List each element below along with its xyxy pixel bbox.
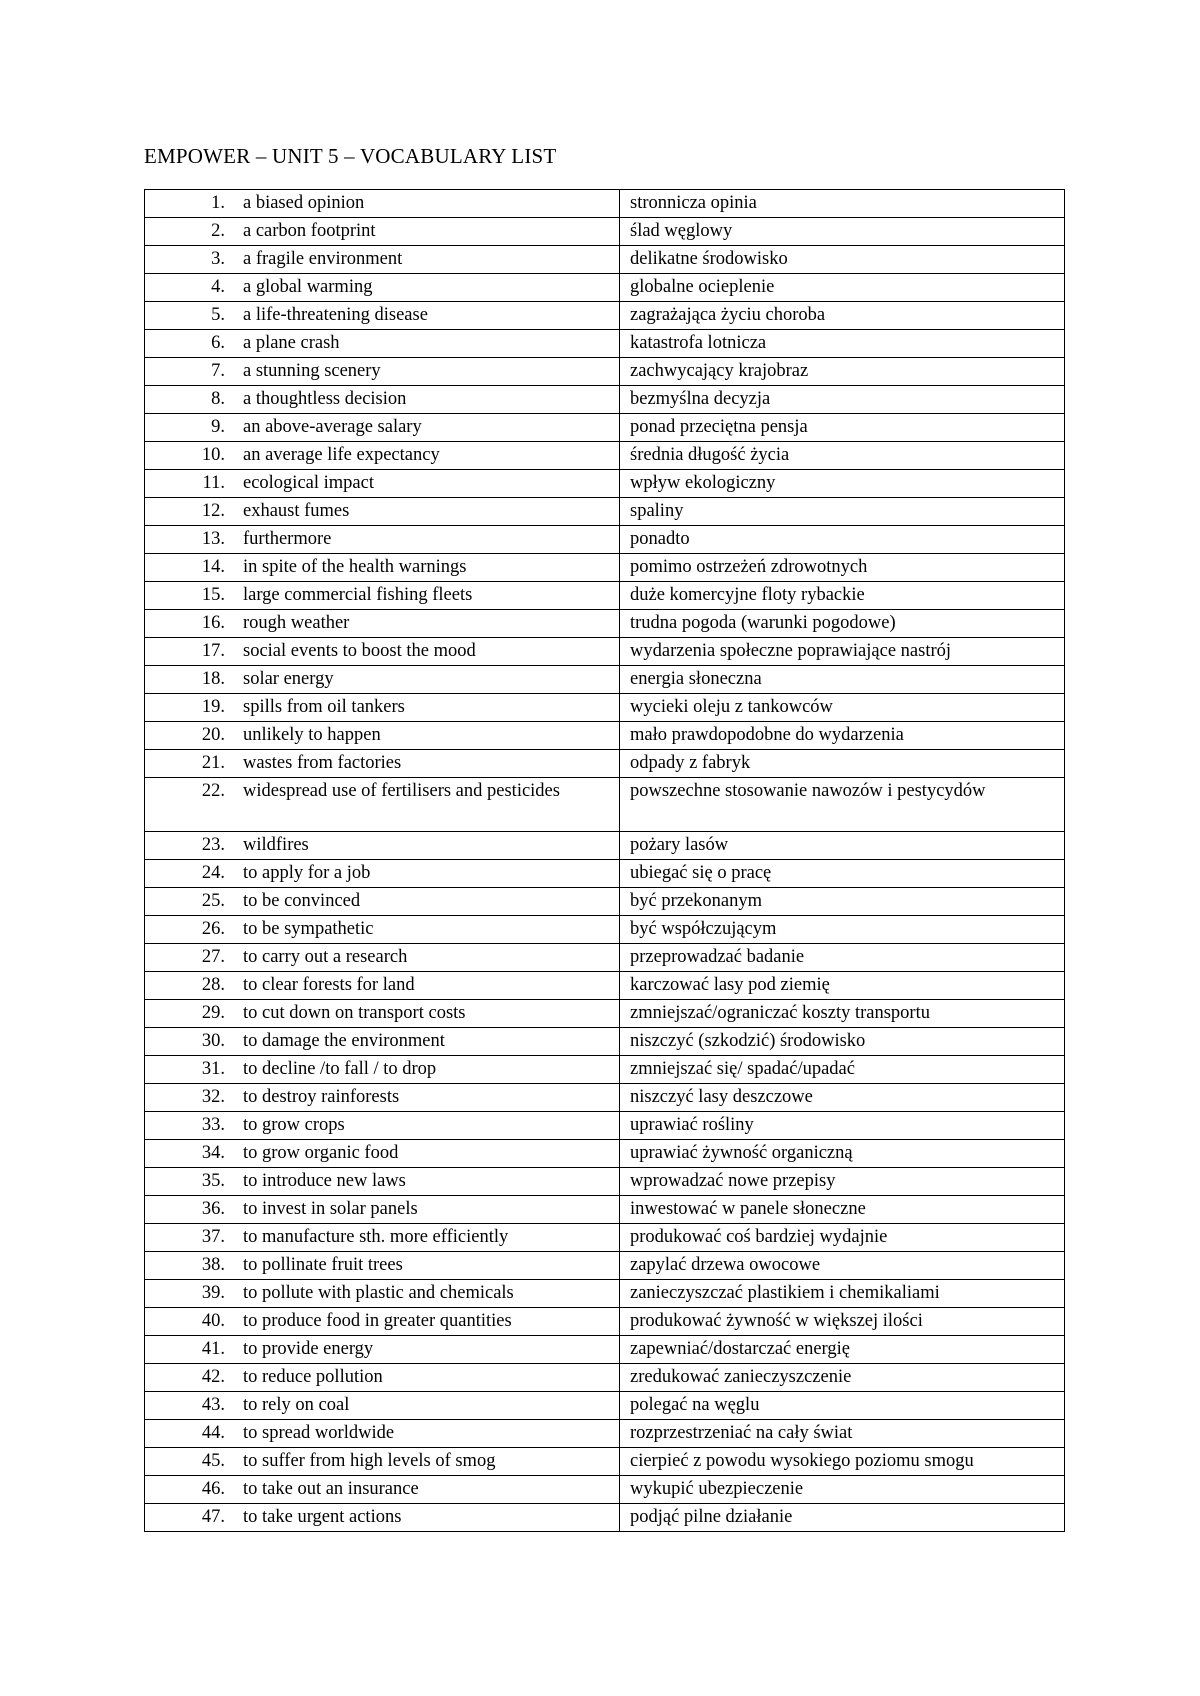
- english-term-wrapper: [145, 1280, 619, 1306]
- english-term: to carry out a research: [243, 947, 408, 967]
- english-term-cell: [145, 1420, 620, 1448]
- item-number: 10.: [201, 445, 225, 465]
- english-term-wrapper: [145, 1420, 619, 1446]
- polish-translation: spaliny: [620, 498, 1065, 526]
- table-row: [145, 1112, 1065, 1140]
- polish-translation: produkować żywność w większej ilości: [620, 1308, 1065, 1336]
- table-row: [145, 1000, 1065, 1028]
- english-term-wrapper: [145, 386, 619, 412]
- english-term: to provide energy: [243, 1339, 374, 1359]
- english-term-wrapper: [145, 246, 619, 272]
- english-term: wildfires: [243, 835, 309, 855]
- item-number: 41.: [201, 1339, 225, 1359]
- english-term: to damage the environment: [243, 1031, 445, 1051]
- item-number: 8.: [211, 389, 225, 409]
- item-number: 22.: [201, 781, 225, 801]
- item-number: 2.: [211, 221, 225, 241]
- english-term: in spite of the health warnings: [243, 557, 467, 577]
- item-number: 39.: [201, 1283, 225, 1303]
- english-term-wrapper: [145, 1140, 619, 1166]
- table-row: [145, 1280, 1065, 1308]
- english-term-cell: [145, 246, 620, 274]
- english-term: to suffer from high levels of smog: [243, 1451, 496, 1471]
- english-term-cell: [145, 386, 620, 414]
- vocabulary-table: [144, 189, 1065, 1532]
- item-number: 29.: [201, 1003, 225, 1023]
- english-term-wrapper: [145, 358, 619, 384]
- item-number: 23.: [201, 835, 225, 855]
- english-term-cell: [145, 526, 620, 554]
- english-term: widespread use of fertilisers and pesticides: [243, 781, 560, 801]
- table-row: [145, 832, 1065, 860]
- english-term: to pollinate fruit trees: [243, 1255, 403, 1275]
- english-term-wrapper: [145, 1224, 619, 1250]
- english-term-wrapper: [145, 1504, 619, 1530]
- english-term-wrapper: [145, 1112, 619, 1138]
- english-term-wrapper: [145, 750, 619, 776]
- table-row: [145, 610, 1065, 638]
- table-row: [145, 1252, 1065, 1280]
- english-term: spills from oil tankers: [243, 697, 405, 717]
- polish-translation: niszczyć (szkodzić) środowisko: [620, 1028, 1065, 1056]
- english-term-cell: [145, 498, 620, 526]
- english-term-cell: [145, 1196, 620, 1224]
- english-term: ecological impact: [243, 473, 374, 493]
- table-row: [145, 1336, 1065, 1364]
- item-number: 17.: [201, 641, 225, 661]
- polish-translation: wprowadzać nowe przepisy: [620, 1168, 1065, 1196]
- english-term: rough weather: [243, 613, 350, 633]
- english-term-cell: [145, 554, 620, 582]
- english-term-cell: [145, 1112, 620, 1140]
- table-row: [145, 972, 1065, 1000]
- english-term-cell: [145, 1168, 620, 1196]
- polish-translation: delikatne środowisko: [620, 246, 1065, 274]
- item-number: 21.: [201, 753, 225, 773]
- polish-translation: ponadto: [620, 526, 1065, 554]
- english-term-wrapper: [145, 1448, 619, 1474]
- table-row: [145, 470, 1065, 498]
- item-number: 38.: [201, 1255, 225, 1275]
- english-term: wastes from factories: [243, 753, 402, 773]
- english-term-wrapper: [145, 554, 619, 580]
- english-term: to rely on coal: [243, 1395, 350, 1415]
- polish-translation: duże komercyjne floty rybackie: [620, 582, 1065, 610]
- item-number: 27.: [201, 947, 225, 967]
- table-row: [145, 1504, 1065, 1532]
- english-term-wrapper: [145, 1084, 619, 1110]
- table-row: [145, 190, 1065, 218]
- polish-translation: katastrofa lotnicza: [620, 330, 1065, 358]
- english-term-cell: [145, 1308, 620, 1336]
- english-term-cell: [145, 666, 620, 694]
- polish-translation: karczować lasy pod ziemię: [620, 972, 1065, 1000]
- english-term-wrapper: [145, 1336, 619, 1362]
- polish-translation: pożary lasów: [620, 832, 1065, 860]
- english-term: an above-average salary: [243, 417, 422, 437]
- table-row: [145, 442, 1065, 470]
- item-number: 24.: [201, 863, 225, 883]
- table-row: [145, 778, 1065, 832]
- english-term-wrapper: [145, 470, 619, 496]
- english-term-cell: [145, 1448, 620, 1476]
- english-term: to take urgent actions: [243, 1507, 402, 1527]
- english-term-wrapper: [145, 1252, 619, 1278]
- polish-translation: średnia długość życia: [620, 442, 1065, 470]
- english-term-wrapper: [145, 1476, 619, 1502]
- item-number: 18.: [201, 669, 225, 689]
- item-number: 36.: [201, 1199, 225, 1219]
- table-row: [145, 1140, 1065, 1168]
- english-term-cell: [145, 302, 620, 330]
- polish-translation: być współczującym: [620, 916, 1065, 944]
- table-row: [145, 944, 1065, 972]
- polish-translation: cierpieć z powodu wysokiego poziomu smogu: [620, 1448, 1065, 1476]
- english-term-wrapper: [145, 1000, 619, 1026]
- table-row: [145, 582, 1065, 610]
- english-term-wrapper: [145, 330, 619, 356]
- item-number: 12.: [201, 501, 225, 521]
- english-term: to introduce new laws: [243, 1171, 406, 1191]
- item-number: 9.: [211, 417, 225, 437]
- polish-translation: zagrażająca życiu choroba: [620, 302, 1065, 330]
- english-term-wrapper: [145, 832, 619, 858]
- english-term-cell: [145, 916, 620, 944]
- english-term-cell: [145, 860, 620, 888]
- english-term: to apply for a job: [243, 863, 371, 883]
- english-term-wrapper: [145, 274, 619, 300]
- table-row: [145, 638, 1065, 666]
- english-term-cell: [145, 722, 620, 750]
- item-number: 5.: [211, 305, 225, 325]
- table-row: [145, 1224, 1065, 1252]
- english-term-wrapper: [145, 1364, 619, 1390]
- english-term-cell: [145, 274, 620, 302]
- table-row: [145, 888, 1065, 916]
- english-term-cell: [145, 638, 620, 666]
- english-term-wrapper: [145, 888, 619, 914]
- english-term-cell: [145, 330, 620, 358]
- table-row: [145, 386, 1065, 414]
- english-term: to produce food in greater quantities: [243, 1311, 512, 1331]
- polish-translation: polegać na węglu: [620, 1392, 1065, 1420]
- item-number: 6.: [211, 333, 225, 353]
- english-term: to destroy rainforests: [243, 1087, 400, 1107]
- item-number: 32.: [201, 1087, 225, 1107]
- english-term: to pollute with plastic and chemicals: [243, 1283, 514, 1303]
- polish-translation: ponad przeciętna pensja: [620, 414, 1065, 442]
- english-term-wrapper: [145, 610, 619, 636]
- item-number: 20.: [201, 725, 225, 745]
- polish-translation: zapewniać/dostarczać energię: [620, 1336, 1065, 1364]
- item-number: 28.: [201, 975, 225, 995]
- english-term-cell: [145, 218, 620, 246]
- vocabulary-table-body: [145, 190, 1065, 1532]
- english-term-wrapper: [145, 694, 619, 720]
- english-term: large commercial fishing fleets: [243, 585, 473, 605]
- item-number: 3.: [211, 249, 225, 269]
- polish-translation: uprawiać żywność organiczną: [620, 1140, 1065, 1168]
- item-number: 25.: [201, 891, 225, 911]
- english-term-cell: [145, 832, 620, 860]
- english-term-wrapper: [145, 722, 619, 748]
- table-row: [145, 666, 1065, 694]
- english-term-wrapper: [145, 944, 619, 970]
- item-number: 31.: [201, 1059, 225, 1079]
- english-term-cell: [145, 888, 620, 916]
- english-term-cell: [145, 750, 620, 778]
- english-term-cell: [145, 442, 620, 470]
- english-term: a thoughtless decision: [243, 389, 407, 409]
- polish-translation: być przekonanym: [620, 888, 1065, 916]
- table-row: [145, 860, 1065, 888]
- table-row: [145, 358, 1065, 386]
- item-number: 13.: [201, 529, 225, 549]
- english-term: to decline /to fall / to drop: [243, 1059, 437, 1079]
- english-term-cell: [145, 1392, 620, 1420]
- item-number: 1.: [211, 193, 225, 213]
- polish-translation: uprawiać rośliny: [620, 1112, 1065, 1140]
- english-term-cell: [145, 470, 620, 498]
- item-number: 14.: [201, 557, 225, 577]
- polish-translation: zanieczyszczać plastikiem i chemikaliami: [620, 1280, 1065, 1308]
- polish-translation: produkować coś bardziej wydajnie: [620, 1224, 1065, 1252]
- polish-translation: zmniejszać się/ spadać/upadać: [620, 1056, 1065, 1084]
- english-term-cell: [145, 778, 620, 832]
- english-term: to be convinced: [243, 891, 361, 911]
- english-term-cell: [145, 1028, 620, 1056]
- english-term-cell: [145, 972, 620, 1000]
- table-row: [145, 1308, 1065, 1336]
- english-term-cell: [145, 190, 620, 218]
- item-number: 30.: [201, 1031, 225, 1051]
- table-row: [145, 722, 1065, 750]
- table-row: [145, 330, 1065, 358]
- english-term: exhaust fumes: [243, 501, 350, 521]
- english-term: unlikely to happen: [243, 725, 381, 745]
- table-row: [145, 750, 1065, 778]
- table-row: [145, 302, 1065, 330]
- table-row: [145, 1056, 1065, 1084]
- english-term-wrapper: [145, 860, 619, 886]
- table-row: [145, 274, 1065, 302]
- english-term: to manufacture sth. more efficiently: [243, 1227, 509, 1247]
- english-term-wrapper: [145, 638, 619, 664]
- english-term-cell: [145, 1224, 620, 1252]
- item-number: 43.: [201, 1395, 225, 1415]
- english-term-cell: [145, 1476, 620, 1504]
- english-term: to reduce pollution: [243, 1367, 383, 1387]
- polish-translation: rozprzestrzeniać na cały świat: [620, 1420, 1065, 1448]
- english-term: a plane crash: [243, 333, 340, 353]
- item-number: 19.: [201, 697, 225, 717]
- english-term-wrapper: [145, 1392, 619, 1418]
- english-term: a life-threatening disease: [243, 305, 428, 325]
- english-term-wrapper: [145, 442, 619, 468]
- table-row: [145, 246, 1065, 274]
- english-term-wrapper: [145, 1028, 619, 1054]
- english-term: a stunning scenery: [243, 361, 381, 381]
- english-term-wrapper: [145, 498, 619, 524]
- item-number: 37.: [201, 1227, 225, 1247]
- table-row: [145, 916, 1065, 944]
- polish-translation: mało prawdopodobne do wydarzenia: [620, 722, 1065, 750]
- table-row: [145, 554, 1065, 582]
- item-number: 35.: [201, 1171, 225, 1191]
- english-term-wrapper: [145, 218, 619, 244]
- item-number: 7.: [211, 361, 225, 381]
- polish-translation: stronnicza opinia: [620, 190, 1065, 218]
- polish-translation: przeprowadzać badanie: [620, 944, 1065, 972]
- english-term: to clear forests for land: [243, 975, 415, 995]
- english-term-cell: [145, 610, 620, 638]
- english-term: a global warming: [243, 277, 373, 297]
- polish-translation: pomimo ostrzeżeń zdrowotnych: [620, 554, 1065, 582]
- polish-translation: wycieki oleju z tankowców: [620, 694, 1065, 722]
- english-term-cell: [145, 582, 620, 610]
- item-number: 46.: [201, 1479, 225, 1499]
- english-term: to grow organic food: [243, 1143, 399, 1163]
- english-term: solar energy: [243, 669, 334, 689]
- table-row: [145, 414, 1065, 442]
- english-term-cell: [145, 694, 620, 722]
- polish-translation: wykupić ubezpieczenie: [620, 1476, 1065, 1504]
- english-term: to cut down on transport costs: [243, 1003, 466, 1023]
- english-term: to take out an insurance: [243, 1479, 419, 1499]
- page-title: EMPOWER – UNIT 5 – VOCABULARY LIST: [144, 144, 557, 168]
- english-term-cell: [145, 1056, 620, 1084]
- item-number: 11.: [202, 473, 225, 493]
- english-term-cell: [145, 1140, 620, 1168]
- polish-translation: wydarzenia społeczne poprawiające nastrój: [620, 638, 1065, 666]
- polish-translation: zachwycający krajobraz: [620, 358, 1065, 386]
- english-term: a carbon footprint: [243, 221, 376, 241]
- polish-translation: wpływ ekologiczny: [620, 470, 1065, 498]
- english-term-cell: [145, 414, 620, 442]
- table-row: [145, 526, 1065, 554]
- english-term: to spread worldwide: [243, 1423, 395, 1443]
- item-number: 15.: [201, 585, 225, 605]
- table-row: [145, 1476, 1065, 1504]
- polish-translation: inwestować w panele słoneczne: [620, 1196, 1065, 1224]
- item-number: 40.: [201, 1311, 225, 1331]
- item-number: 4.: [211, 277, 225, 297]
- item-number: 45.: [201, 1451, 225, 1471]
- english-term-wrapper: [145, 972, 619, 998]
- table-row: [145, 1392, 1065, 1420]
- table-row: [145, 1028, 1065, 1056]
- english-term-wrapper: [145, 916, 619, 942]
- english-term: social events to boost the mood: [243, 641, 476, 661]
- polish-translation: odpady z fabryk: [620, 750, 1065, 778]
- item-number: 16.: [201, 613, 225, 633]
- table-row: [145, 218, 1065, 246]
- english-term-cell: [145, 1252, 620, 1280]
- english-term-cell: [145, 358, 620, 386]
- english-term-wrapper: [145, 190, 619, 216]
- english-term: to invest in solar panels: [243, 1199, 418, 1219]
- polish-translation: zmniejszać/ograniczać koszty transportu: [620, 1000, 1065, 1028]
- polish-translation: energia słoneczna: [620, 666, 1065, 694]
- polish-translation: podjąć pilne działanie: [620, 1504, 1065, 1532]
- polish-translation: trudna pogoda (warunki pogodowe): [620, 610, 1065, 638]
- english-term: furthermore: [243, 529, 332, 549]
- english-term-cell: [145, 1364, 620, 1392]
- english-term-wrapper: [145, 778, 619, 804]
- polish-translation: zapylać drzewa owocowe: [620, 1252, 1065, 1280]
- table-row: [145, 1196, 1065, 1224]
- table-row: [145, 1084, 1065, 1112]
- english-term-cell: [145, 1084, 620, 1112]
- polish-translation: bezmyślna decyzja: [620, 386, 1065, 414]
- polish-translation: globalne ocieplenie: [620, 274, 1065, 302]
- english-term-wrapper: [145, 1308, 619, 1334]
- item-number: 42.: [201, 1367, 225, 1387]
- english-term-cell: [145, 1280, 620, 1308]
- table-row: [145, 498, 1065, 526]
- table-row: [145, 1448, 1065, 1476]
- english-term: to grow crops: [243, 1115, 345, 1135]
- english-term-wrapper: [145, 1196, 619, 1222]
- polish-translation: powszechne stosowanie nawozów i pestycydów: [620, 778, 1065, 832]
- english-term-cell: [145, 944, 620, 972]
- table-row: [145, 1364, 1065, 1392]
- english-term-wrapper: [145, 414, 619, 440]
- english-term: a biased opinion: [243, 193, 365, 213]
- english-term: a fragile environment: [243, 249, 403, 269]
- english-term: an average life expectancy: [243, 445, 440, 465]
- item-number: 33.: [201, 1115, 225, 1135]
- english-term-wrapper: [145, 1168, 619, 1194]
- polish-translation: niszczyć lasy deszczowe: [620, 1084, 1065, 1112]
- english-term-wrapper: [145, 582, 619, 608]
- table-row: [145, 694, 1065, 722]
- item-number: 34.: [201, 1143, 225, 1163]
- item-number: 44.: [201, 1423, 225, 1443]
- polish-translation: zredukować zanieczyszczenie: [620, 1364, 1065, 1392]
- polish-translation: ubiegać się o pracę: [620, 860, 1065, 888]
- item-number: 26.: [201, 919, 225, 939]
- english-term-wrapper: [145, 526, 619, 552]
- english-term-cell: [145, 1336, 620, 1364]
- item-number: 47.: [201, 1507, 225, 1527]
- table-row: [145, 1168, 1065, 1196]
- table-row: [145, 1420, 1065, 1448]
- polish-translation: ślad węglowy: [620, 218, 1065, 246]
- english-term-wrapper: [145, 666, 619, 692]
- english-term: to be sympathetic: [243, 919, 374, 939]
- english-term-cell: [145, 1000, 620, 1028]
- english-term-wrapper: [145, 302, 619, 328]
- english-term-cell: [145, 1504, 620, 1532]
- english-term-wrapper: [145, 1056, 619, 1082]
